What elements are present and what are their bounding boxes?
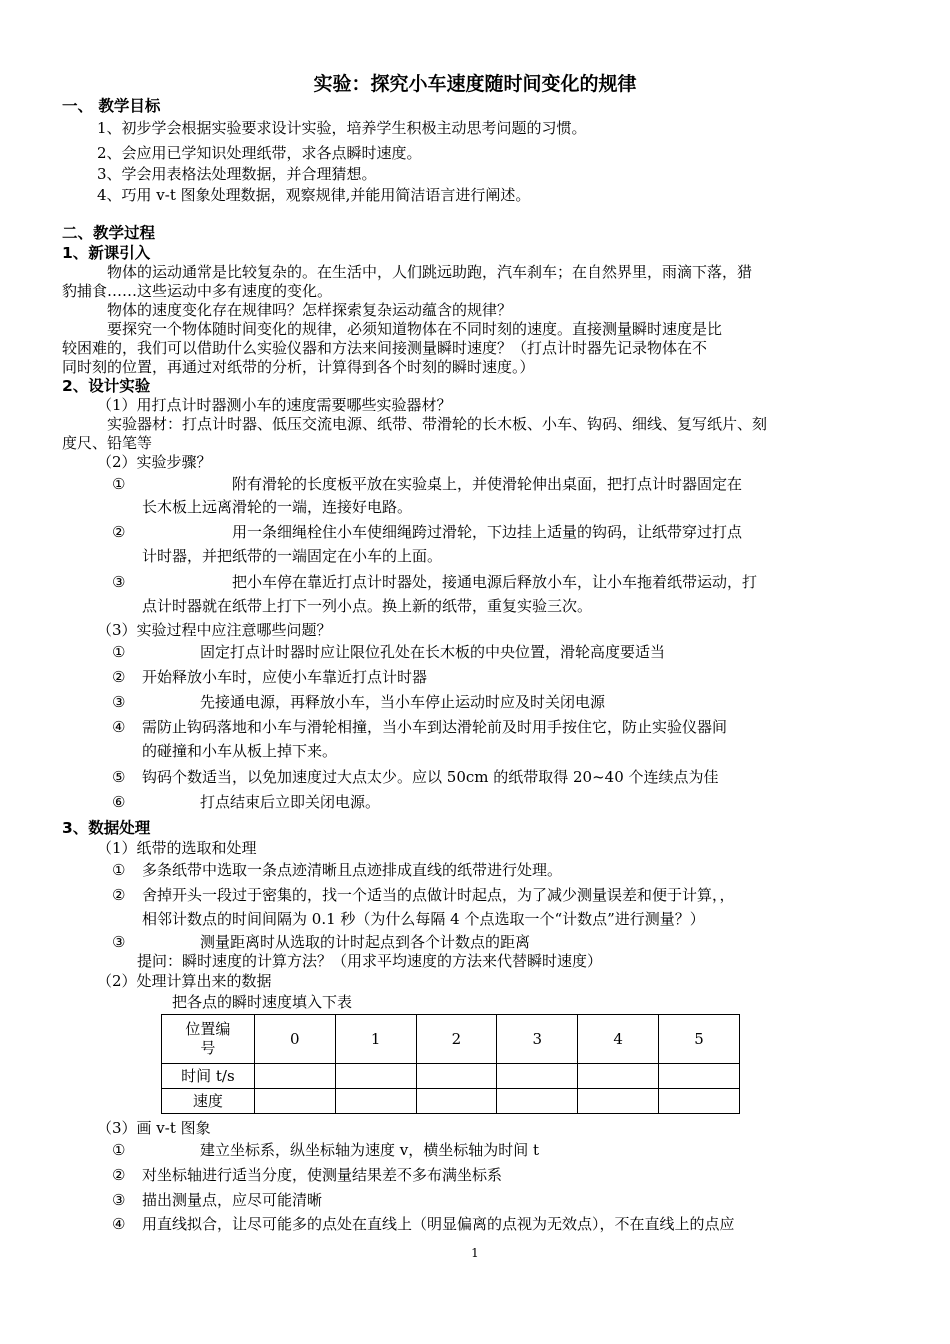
intro-paragraph: 豹捕食……这些运动中多有速度的变化。 bbox=[62, 282, 333, 300]
equipment-list: 实验器材：打点计时器、低压交流电源、纸带、带滑轮的长木板、小车、钩码、细线、复写纸片、刻 bbox=[107, 415, 768, 433]
empty-cell bbox=[416, 1064, 497, 1089]
position-cell: 3 bbox=[497, 1015, 578, 1064]
speed-table bbox=[161, 1014, 740, 1114]
position-label: 号 bbox=[200, 1039, 216, 1057]
graph-step-number: ② bbox=[112, 1166, 126, 1184]
page-number: 1 bbox=[471, 1246, 479, 1260]
step-number: ③ bbox=[112, 573, 126, 591]
note-text: 固定打点计时器时应让限位孔处在长木板的中央位置，滑轮高度要适当 bbox=[200, 643, 666, 661]
step-text: 附有滑轮的长度板平放在实验桌上，并使滑轮伸出桌面，把打点计时器固定在 bbox=[232, 475, 743, 493]
graph-step-number: ① bbox=[112, 1141, 126, 1159]
intro-paragraph: 物体的运动通常是比较复杂的。在生活中，人们跳远助跑，汽车刹车；在自然界里，雨滴下落，猎 bbox=[107, 263, 753, 281]
step-number: ② bbox=[112, 523, 126, 541]
table-row bbox=[162, 1089, 740, 1114]
step-text: 长木板上远离滑轮的一端，连接好电路。 bbox=[142, 498, 413, 516]
table-row bbox=[162, 1064, 740, 1089]
note-number: ③ bbox=[112, 693, 126, 711]
subsection-heading-design: 2、设计实验 bbox=[62, 377, 151, 395]
empty-cell bbox=[335, 1064, 416, 1089]
graph-step-number: ④ bbox=[112, 1215, 126, 1233]
goal-item: 2、会应用已学知识处理纸带，求各点瞬时速度。 bbox=[97, 144, 422, 162]
graph-step-text: 建立坐标系，纵坐标轴为速度 v，横坐标轴为时间 t bbox=[200, 1141, 540, 1159]
step-text: 用一条细绳栓住小车使细绳跨过滑轮，下边挂上适量的钩码，让纸带穿过打点 bbox=[232, 523, 743, 541]
section-heading-goals: 一、 教学目标 bbox=[62, 97, 161, 115]
position-cell: 4 bbox=[578, 1015, 659, 1064]
goal-item: 1、初步学会根据实验要求设计实验，培养学生积极主动思考问题的习惯。 bbox=[97, 119, 587, 137]
intro-paragraph: 较困难的，我们可以借助什么实验仪器和方法来间接测量瞬时速度？（打点计时器先记录物体在不 bbox=[62, 339, 708, 357]
intro-paragraph: 同时刻的位置，再通过对纸带的分析，计算得到各个时刻的瞬时速度。） bbox=[62, 358, 535, 376]
graph-step-number: ③ bbox=[112, 1191, 126, 1209]
note-number: ④ bbox=[112, 718, 126, 736]
empty-cell bbox=[578, 1064, 659, 1089]
graph-step-text: 描出测量点，应尽可能清晰 bbox=[142, 1191, 323, 1209]
note-text: 钩码个数适当，以免加速度过大点太少。应以 50cm 的纸带取得 20~40 个连续点为佳 bbox=[142, 768, 719, 786]
position-cell: 2 bbox=[416, 1015, 497, 1064]
data-item-number: ③ bbox=[112, 933, 126, 951]
step-number: ① bbox=[112, 475, 126, 493]
data-item-text: 舍掉开头一段过于密集的，找一个适当的点做计时起点，为了减少测量误差和便于计算，， bbox=[142, 886, 735, 904]
table-row bbox=[162, 1015, 740, 1064]
data-question: （3）画 v-t 图象 bbox=[97, 1119, 211, 1137]
data-item-number: ② bbox=[112, 886, 126, 904]
empty-cell bbox=[497, 1089, 578, 1114]
data-item-text: 多条纸带中选取一条点迹清晰且点迹排成直线的纸带进行处理。 bbox=[142, 861, 563, 879]
subsection-heading-data: 3、数据处理 bbox=[62, 819, 151, 837]
note-text: 需防止钩码落地和小车与滑轮相撞，当小车到达滑轮前及时用手按住它，防止实验仪器间 bbox=[142, 718, 728, 736]
design-question: （2）实验步骤？ bbox=[97, 453, 212, 471]
ask-text: 提问：瞬时速度的计算方法？（用求平均速度的方法来代替瞬时速度） bbox=[137, 952, 603, 970]
note-text: 的碰撞和小车从板上掉下来。 bbox=[142, 742, 338, 760]
table-caption: 把各点的瞬时速度填入下表 bbox=[172, 993, 353, 1011]
graph-step-text: 对坐标轴进行适当分度，使测量结果差不多布满坐标系 bbox=[142, 1166, 503, 1184]
equipment-list: 度尺、铅笔等 bbox=[62, 434, 153, 452]
position-label: 位置编 bbox=[185, 1020, 231, 1038]
empty-cell bbox=[497, 1064, 578, 1089]
intro-paragraph: 物体的速度变化存在规律吗？怎样探索复杂运动蕴含的规律？ bbox=[107, 301, 513, 319]
empty-cell bbox=[659, 1064, 740, 1089]
data-question: （2）处理计算出来的数据 bbox=[97, 972, 272, 990]
position-cell: 5 bbox=[659, 1015, 740, 1064]
subsection-heading-intro: 1、新课引入 bbox=[62, 244, 151, 262]
note-text: 打点结束后立即关闭电源。 bbox=[200, 793, 381, 811]
design-question: （3）实验过程中应注意哪些问题？ bbox=[97, 621, 332, 639]
graph-step-text: 用直线拟合，让尽可能多的点处在直线上（明显偏离的点视为无效点），不在直线上的点应 bbox=[142, 1215, 735, 1233]
step-text: 点计时器就在纸带上打下一列小点。换上新的纸带，重复实验三次。 bbox=[142, 597, 593, 615]
empty-cell bbox=[416, 1089, 497, 1114]
note-number: ① bbox=[112, 643, 126, 661]
time-label-cell: 时间 t/s bbox=[162, 1064, 255, 1089]
table-header-cell bbox=[162, 1015, 255, 1064]
position-cell: 1 bbox=[335, 1015, 416, 1064]
data-item-number: ① bbox=[112, 861, 126, 879]
design-question: （1）用打点计时器测小车的速度需要哪些实验器材？ bbox=[97, 396, 452, 414]
empty-cell bbox=[578, 1089, 659, 1114]
speed-label-cell: 速度 bbox=[162, 1089, 255, 1114]
section-heading-process: 二、教学过程 bbox=[62, 224, 156, 242]
empty-cell bbox=[659, 1089, 740, 1114]
note-text: 先接通电源，再释放小车，当小车停止运动时应及时关闭电源 bbox=[200, 693, 606, 711]
note-text: 开始释放小车时，应使小车靠近打点计时器 bbox=[142, 668, 428, 686]
empty-cell bbox=[254, 1089, 335, 1114]
step-text: 把小车停在靠近打点计时器处，接通电源后释放小车，让小车拖着纸带运动，打 bbox=[232, 573, 758, 591]
note-number: ⑤ bbox=[112, 768, 126, 786]
step-text: 计时器，并把纸带的一端固定在小车的上面。 bbox=[142, 547, 443, 565]
data-item-text: 测量距离时从选取的计时起点到各个计数点的距离 bbox=[200, 933, 531, 951]
intro-paragraph: 要探究一个物体随时间变化的规律，必须知道物体在不同时刻的速度。直接测量瞬时速度是比 bbox=[107, 320, 723, 338]
goal-item: 3、学会用表格法处理数据，并合理猜想。 bbox=[97, 165, 377, 183]
goal-item: 4、巧用 v-t 图象处理数据，观察规律,并能用简洁语言进行阐述。 bbox=[97, 186, 531, 204]
position-cell: 0 bbox=[254, 1015, 335, 1064]
data-question: （1）纸带的选取和处理 bbox=[97, 839, 257, 857]
note-number: ⑥ bbox=[112, 793, 126, 811]
page-title: 实验：探究小车速度随时间变化的规律 bbox=[313, 73, 637, 95]
empty-cell bbox=[335, 1089, 416, 1114]
data-item-text: 相邻计数点的时间间隔为 0.1 秒（为什么每隔 4 个点选取一个“计数点”进行测量？） bbox=[142, 910, 705, 928]
empty-cell bbox=[254, 1064, 335, 1089]
note-number: ② bbox=[112, 668, 126, 686]
